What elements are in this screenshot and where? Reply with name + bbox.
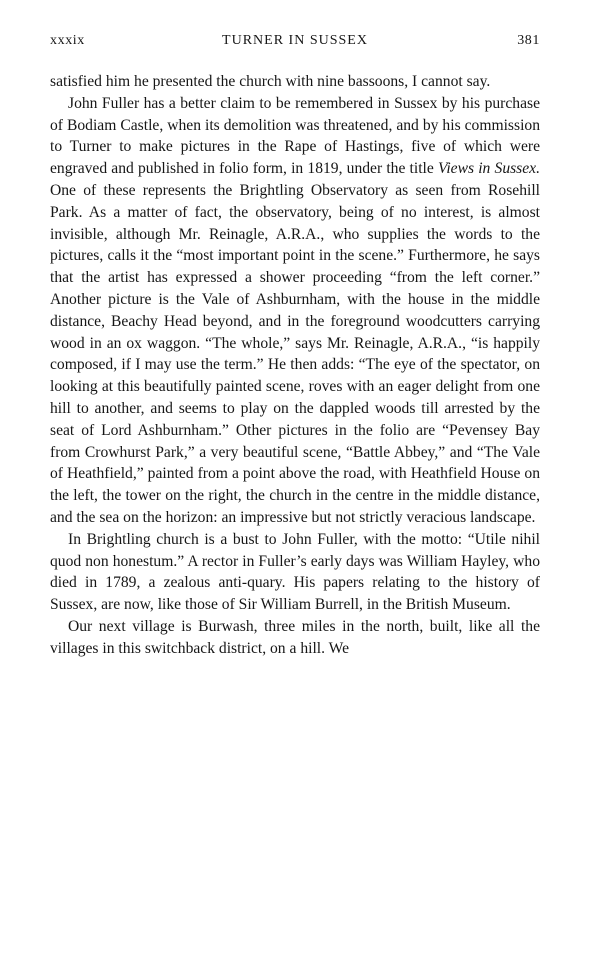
paragraph-text-part: John Fuller has a better claim to be remembered in Sussex by his purchase of Bodiam Castle, when its demolition was threatened, and by his commission to Turner to make pictures in the Rape of Hastings, five of which were engraved and published in folio form, in 1819, under the title	[50, 94, 540, 178]
paragraph-text-part: One of these represents the Brightling Observatory as seen from Rosehill Park. As a matter of fact, the observatory, being of no interest, is almost invisible, although Mr. Reinagle, A.R.A., who supplies the words to the pictures, calls it the “most important point in the scene.” Furthermore, he says that the artist has expressed a shower proceeding “from the left corner.” Another picture is the Vale of Ashburnham, with the house in the middle distance, Beachy Head beyond, and in the foreground woodcutters carrying wood in an ox waggon. “The whole,” says Mr. Reinagle, A.R.A., “is happily composed, if I may use the term.” He then adds: “The eye of the spectator, on looking at this beautifully painted scene, roves with an eager delight from one hill to another, and seems to play on the dappled woods till arrested by the seat of Lord Ashburnham.” Other pictures in the folio are “Pevensey Bay from Crowhurst Park,” a very beautiful scene, “Battle Abbey,” and “The Vale of Heathfield,” painted from a point above the road, with Heathfield House on the left, the tower on the right, the church in the centre in the middle distance, and the sea on the horizon: an impressive but not strictly veracious landscape.	[50, 181, 540, 526]
running-title: TURNER IN SUSSEX	[222, 33, 368, 48]
running-head	[50, 33, 540, 53]
page-number: 381	[517, 33, 540, 48]
paragraph-john-fuller	[50, 93, 540, 529]
paragraph-burwash: Our next village is Burwash, three miles in the north, built, like all the villages in this switchback district, on a hill. We	[50, 617, 540, 657]
paragraph-continued: satisfied him he presented the church with nine bassoons, I cannot say.	[50, 73, 491, 90]
paragraph-brightling-church: In Brightling church is a bust to John Fuller, with the motto: “Utile nihil quod non honestum.” A rector in Fuller’s early days was William Hayley, who died in 1789, a zealous anti-quary. His papers relating to the history of Sussex, are now, like those of Sir William Burrell, in the British Museum.	[50, 530, 540, 614]
body-text	[50, 71, 540, 660]
italic-book-title: Views in Sussex.	[437, 160, 540, 178]
section-number: xxxix	[50, 33, 85, 48]
